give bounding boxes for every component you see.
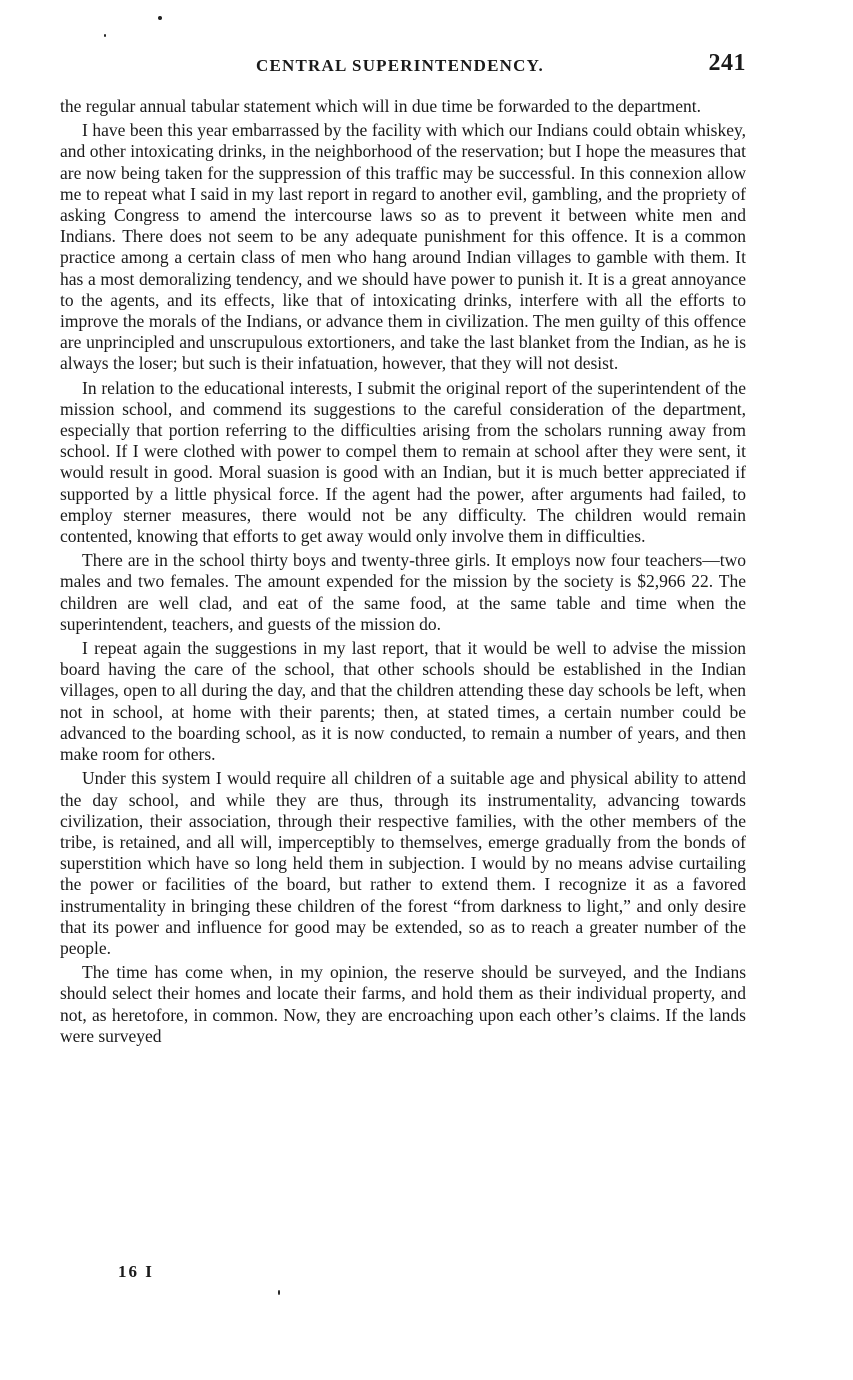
paragraph-continuation: the regular annual tabular statement which will in due time be forwarded to the department. bbox=[60, 96, 701, 116]
running-head: CENTRAL SUPERINTENDENCY. bbox=[256, 56, 544, 75]
paragraph-day-schools: I repeat again the suggestions in my last report, that it would be well to advise the mission board having the care of the school, that other schools should be established in the Indian villages, open to all during the day, and that the children attending these day schools be left, when not in school, at home with their parents; then, at stated times, a certain number could be advanced to the boarding school, as it is now conducted, to remain a number of years, and then make room for others. bbox=[60, 638, 746, 765]
paragraph-school-enrollment: There are in the school thirty boys and twenty-three girls. It employs now four teachers—two males and two females. The amount expended for the mission by the society is $2,966 22. The children are well clad, and eat of the same food, at the same table and time when the superintendent, teachers, and guests of the mission do. bbox=[60, 550, 746, 634]
paragraph-survey-reserve: The time has come when, in my opinion, the reserve should be surveyed, and the Indians should select their homes and locate their farms, and hold them as their individual property, and not, as heretofore, in common. Now, they are encroaching upon each other’s claims. If the lands were surveyed bbox=[60, 962, 746, 1046]
ink-speck bbox=[104, 34, 106, 37]
page-number: 241 bbox=[708, 50, 746, 76]
paragraph-educational-interests: In relation to the educational interests, I submit the original report of the superintendent of the mission school, and commend its suggestions to the careful consideration of the department, especially that portion referring to the difficulties arising from the scholars running away from school. If I were clothed with power to compel them to remain at school after they were sent, it would result in good. Moral suasion is good with an Indian, but it is much better appreciated if supported by a little physical force. If the agent had the power, after arguments had failed, to employ sterner measures, there would not be any difficulty. The children would remain contented, knowing that efforts to get away would only involve them in difficulties. bbox=[60, 377, 746, 547]
paragraph-system: Under this system I would require all children of a suitable age and physical ability to attend the day school, and while they are thus, through its instrumentality, advancing towards civilization, their association, through their respective families, with the other members of the tribe, is retained, and all will, imperceptibly to themselves, emerge gradually from the bonds of superstition which have so long held them in subjection. I would by no means advise curtailing the power or facilities of the board, but rather to extend them. I recognize it as a favored instrumentality in bringing these children of the forest “from darkness to light,” and only desire that its power and influence for good may be extended, so as to reach a greater number of the people. bbox=[60, 768, 746, 958]
body-text bbox=[60, 96, 746, 1050]
page-header bbox=[60, 50, 746, 84]
ink-speck bbox=[278, 1290, 280, 1295]
signature-mark: 16 I bbox=[118, 1262, 154, 1281]
ink-speck bbox=[158, 16, 162, 20]
paragraph-whiskey-gambling: I have been this year embarrassed by the facility with which our Indians could obtain whiskey, and other intoxicating drinks, in the neighborhood of the reservation; but I hope the measures that are now being taken for the suppression of this traffic may be successful. In this connexion allow me to repeat what I said in my last report in regard to another evil, gambling, and the propriety of asking Congress to amend the intercourse laws so as to prevent it between white men and Indians. There does not seem to be any adequate punishment for this offence. It is a common practice among a certain class of men who hang around Indian villages to gamble with them. It has a most demoralizing tendency, and we should have power to punish it. It is a great annoyance to the agents, and its effects, like that of intoxicating drinks, interfere with all the efforts to improve the morals of the Indians, or advance them in civilization. The men guilty of this offence are unprincipled and unscrupulous extortioners, and take the last blanket from the Indian, as he is always the loser; but such is their infatuation, however, that they will not desist. bbox=[60, 120, 746, 374]
